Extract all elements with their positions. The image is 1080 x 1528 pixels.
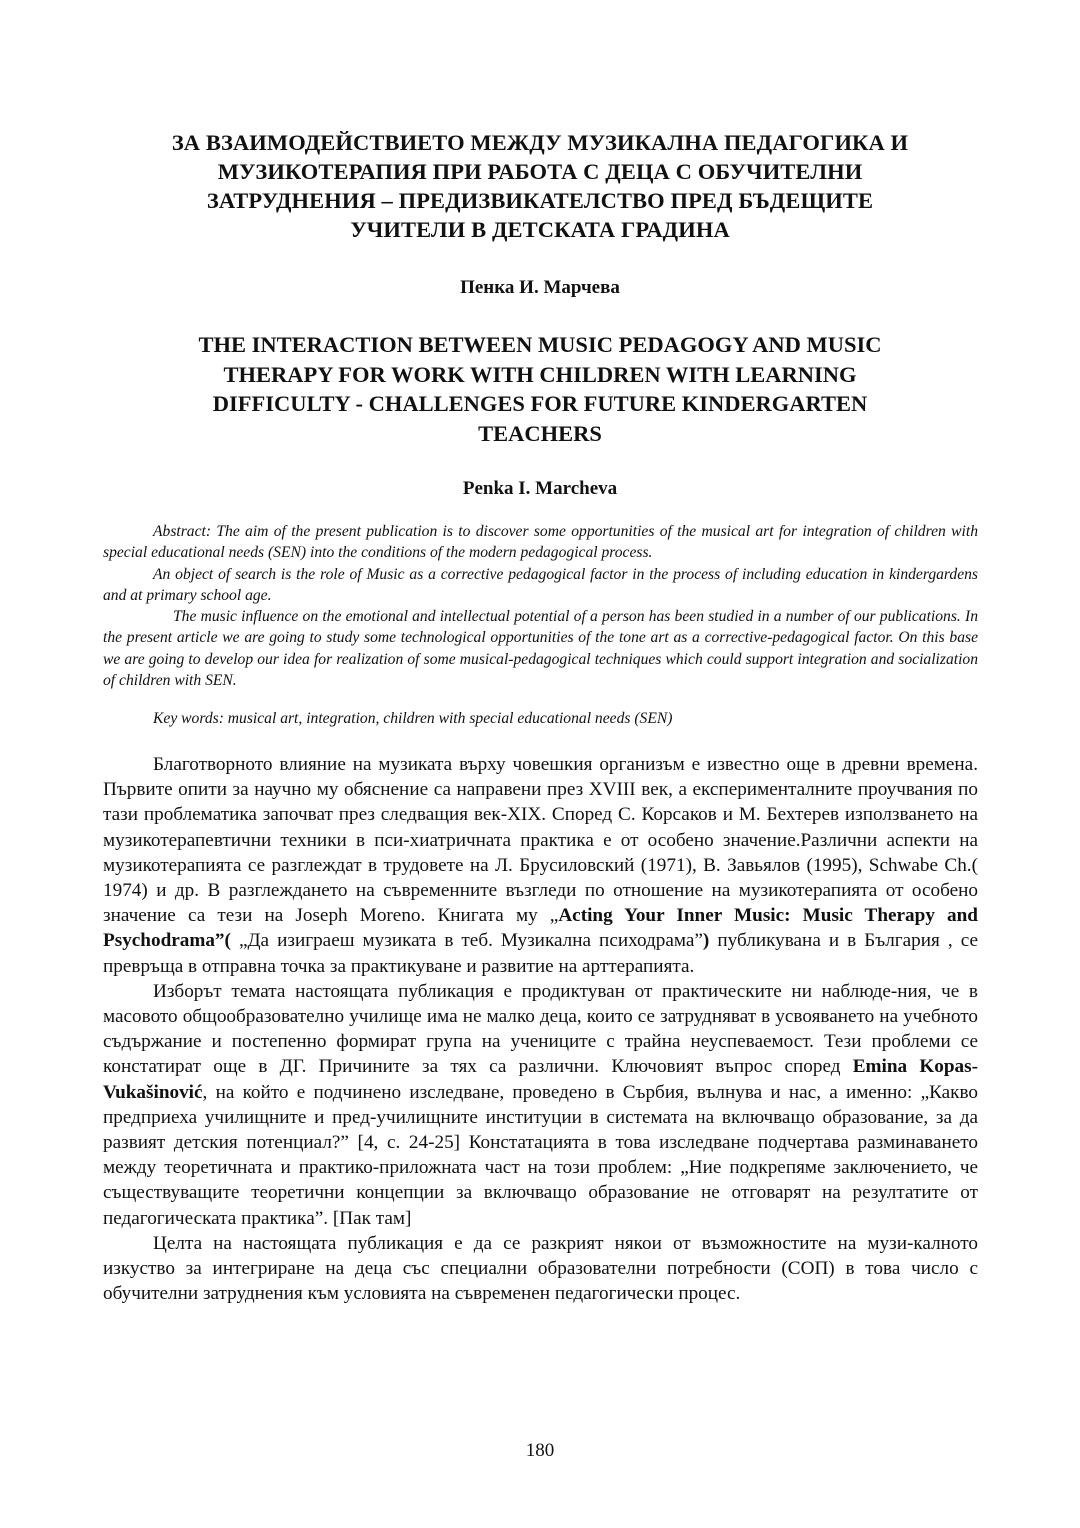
- title-en-line: TEACHERS: [478, 420, 602, 446]
- body-paragraph: [103, 979, 978, 1231]
- body-paragraph: Целта на настоящата публикация е да се разкрият някои от възможностите на музи-калното изкуство за интегриране на деца със специални образователни потребности (СОП) в това число с обучителни затруднения към условията на съвременен педагогически процес.: [103, 1232, 978, 1305]
- title-en-line: THERAPY FOR WORK WITH CHILDREN WITH LEARNING: [223, 361, 857, 387]
- abstract-paragraph: The music influence on the emotional and intellectual potential of a person has been studied in a number of our publications. In the present article we are going to study some technological opportunities of the tone art as a corrective-pedagogical factor. On this base we are going to develop our idea for realization of some musical-pedagogical techniques which could support integration and socialization of children with SEN.: [103, 608, 978, 690]
- book-title-english: Acting Your Inner Music: Music Therapy and Psychodrama”(: [103, 905, 978, 952]
- body-text-run: Изборът темата настоящата публикация е продиктуван от практическите ни наблюде-ния, че в масовото общообразователно училище има не малко деца, които се затрудняват в усвояването на учебното съдържание и постепенно формират група на учениците с трайна неуспеваемост. Тези проблеми се констатират още в ДГ. Причините за тях са различни. Ключовият въпрос според: [103, 980, 978, 1078]
- title-bg-line: ЗА ВЗАИМОДЕЙСТВИЕТО МЕЖДУ МУЗИКАЛНА ПЕДАГОГИКА И: [171, 130, 909, 155]
- body-text-run: „Да изиграеш музиката в теб. Музикална психодрама”: [230, 930, 703, 952]
- keywords: Key words: musical art, integration, children with special educational needs (SEN): [153, 710, 673, 727]
- body-text-run: , на който е подчинено изследване, проведено в Сърбия, вълнува и нас, а именно: „Какво предприеха училищните и пред-училищните институции в системата на включващо образование, за да развият детския потенциал?” [4, с. 24-25] Констатацията в това изследване подчертава разминаването между теоретичната и практико-приложната част на този проблем: „Ние подкрепяме заключението, че съществуващите теоретични концепции за включващо образование не отговарят на резултатите от педагогическата практика”. [Пак там]: [103, 1081, 978, 1229]
- title-bg-line: МУЗИКОТЕРАПИЯ ПРИ РАБОТА С ДЕЦА С ОБУЧИТЕЛНИ: [217, 159, 863, 184]
- abstract-paragraph: An object of search is the role of Music as a corrective pedagogical factor in the process of including education in kindergardens and at primary school age.: [103, 565, 978, 604]
- body-text-run: Благотворното влияние на музиката върху човешкия организъм е известно още в древни времена. Първите опити за научно му обяснение са направени през XVIII век, а експерименталните проучвания по тази проблематика започват през следващия век-XIX. Според С. Корсаков и М. Бехтерев използването на музикотерапевтични техники в пси-хиатричната практика е от особено значение.Различни аспекти на музикотерапията се разглеждат в трудовете на Л. Брусиловский (1971), В. Завьялов (1995), Schwabe Ch.( 1974) и др. В разглеждането на съвременните възгледи по отношение на музикотерапията от особено значение са тези на Joseph Moreno. Книгата му „: [103, 754, 978, 927]
- body-paragraph: [103, 752, 978, 979]
- title-bg-line: ЗАТРУДНЕНИЯ – ПРЕДИЗВИКАТЕЛСТВО ПРЕД БЪДЕЩИТЕ: [206, 188, 874, 213]
- bold-paren: ): [702, 930, 710, 952]
- title-bg-line: УЧИТЕЛИ В ДЕТСКАТА ГРАДИНА: [350, 217, 730, 242]
- cited-author: Emina Kopas-Vukašinović: [103, 1056, 978, 1103]
- body-text-run: публикувана и в България , се превръща в отправна точка за практикуване и развитие на арттерапията.: [103, 930, 978, 977]
- abstract: [103, 521, 978, 691]
- title-english: [110, 330, 970, 448]
- author-bulgarian: Пенка И. Марчева: [460, 277, 620, 298]
- title-bulgarian: [120, 128, 960, 244]
- abstract-paragraph: Abstract: The aim of the present publication is to discover some opportunities of the musical art for integration of children with special educational needs (SEN) into the conditions of the modern pedagogical process.: [103, 523, 978, 562]
- body-text: [103, 752, 978, 1306]
- title-en-line: DIFFICULTY - CHALLENGES FOR FUTURE KINDERGARTEN: [212, 391, 868, 416]
- author-english: Penka I. Marcheva: [462, 478, 618, 499]
- title-en-line: THE INTERACTION BETWEEN MUSIC PEDAGOGY AND MUSIC: [198, 332, 882, 357]
- page-number: 180: [525, 1440, 555, 1461]
